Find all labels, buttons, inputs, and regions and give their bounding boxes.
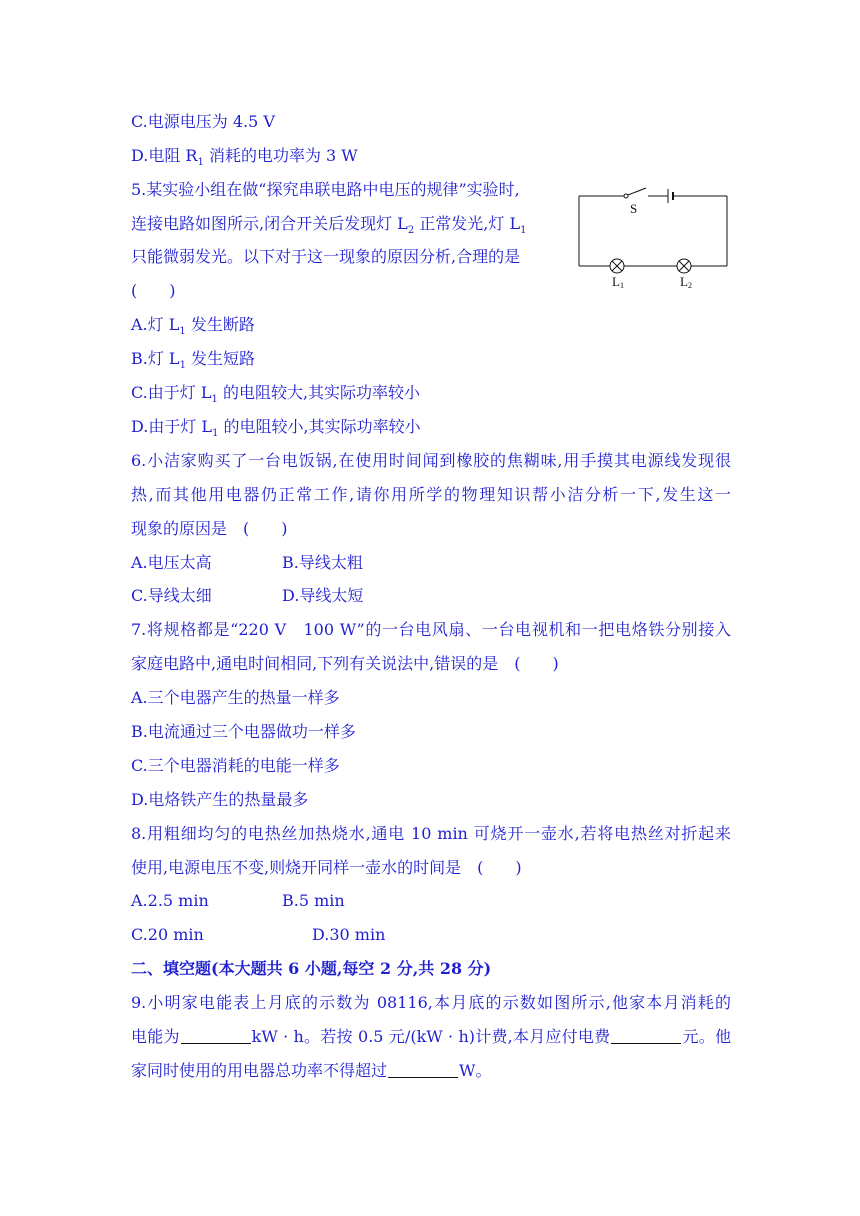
q7-option-b: B.电流通过三个电器做功一样多 (131, 722, 356, 741)
switch-label: S (630, 201, 638, 216)
q9-stem-line2: 电能为 kW · h。若按 0.5 元/(kW · h)计费,本月应付电费 元。他 (131, 1027, 731, 1046)
q8-options-row2 (131, 925, 731, 945)
q9-stem-line3: 家同时使用的用电器总功率不得超过 W。 (131, 1061, 492, 1080)
q5-stem-line3: 只能微弱发光。以下对于这一现象的原因分析,合理的是 (131, 247, 521, 266)
q5-stem-line1: 5.某实验小组在做“探究串联电路中电压的规律”实验时, (131, 180, 520, 199)
q4-option-c: C.电源电压为 4.5 V (131, 112, 275, 131)
q6-option-d: D.导线太短 (282, 586, 364, 605)
q6-option-c: C.导线太细 (131, 586, 212, 605)
q5-option-c: C.由于灯 $L_1$ 的电阻较大,其实际功率较小 (131, 383, 421, 406)
q7-stem-line1: 7.将规格都是“220 V 100 W”的一台电风扇、一台电视机和一把电烙铁分别接入 (131, 620, 731, 639)
lamp-l1-label: L1 (612, 274, 624, 290)
lamp-l2-label: L2 (680, 274, 692, 290)
lamp-l1-icon (610, 259, 624, 273)
q9-blank-2[interactable] (611, 1027, 681, 1044)
q7-option-d: D.电烙铁产生的热量最多 (131, 790, 309, 809)
q8-option-a: A.2.5 min (131, 891, 209, 910)
q7-option-a: A.三个电器产生的热量一样多 (131, 688, 340, 707)
q5-answer-bracket: ( ) (131, 281, 176, 300)
q5-stem-line2: 连接电路如图所示,闭合开关后发现灯 $L_2$ 正常发光,灯 $L_1$ (131, 214, 527, 237)
circuit-diagram (574, 180, 734, 290)
q5-option-b: B.灯 $L_1$ 发生短路 (131, 349, 256, 372)
q9-stem-line1: 9.小明家电能表上月底的示数为 08116,本月底的示数如图所示,他家本月消耗的 (131, 993, 731, 1012)
q6-options-row1 (131, 553, 731, 573)
switch-lever (628, 188, 646, 195)
q6-options-row2 (131, 586, 731, 606)
q5-option-a: A.灯 $L_1$ 发生断路 (131, 315, 255, 338)
q6-option-a: A.电压太高 (131, 553, 212, 572)
section-heading-fill-in: 二、填空题(本大题共 6 小题,每空 2 分,共 28 分) (131, 959, 492, 978)
q8-stem-line1: 8.用粗细均匀的电热丝加热烧水,通电 10 min 可烧开一壶水,若将电热丝对折起来 (131, 824, 731, 843)
q6-stem-line2: 热,而其他用电器仍正常工作,请你用所学的物理知识帮小洁分析一下,发生这一 (131, 485, 731, 504)
q8-option-d: D.30 min (312, 925, 386, 944)
q6-stem-line3: 现象的原因是 ( ) (131, 519, 288, 538)
q8-option-b: B.5 min (282, 891, 345, 910)
q4-option-d: D.电阻 $R_1$ 消耗的电功率为 3 W (131, 146, 358, 169)
q5-option-d: D.由于灯 $L_1$ 的电阻较小,其实际功率较小 (131, 417, 421, 440)
q8-stem-line2: 使用,电源电压不变,则烧开同样一壶水的时间是 ( ) (131, 858, 522, 877)
q7-stem-line2: 家庭电路中,通电时间相同,下列有关说法中,错误的是 ( ) (131, 654, 559, 673)
q6-stem-line1: 6.小洁家购买了一台电饭锅,在使用时间闻到橡胶的焦糊味,用手摸其电源线发现很 (131, 451, 731, 470)
lamp-l2-icon (677, 259, 691, 273)
q8-option-c: C.20 min (131, 925, 204, 944)
q8-options-row1 (131, 891, 731, 911)
q9-blank-1[interactable] (181, 1027, 251, 1044)
q9-blank-3[interactable] (388, 1061, 458, 1078)
q7-option-c: C.三个电器消耗的电能一样多 (131, 756, 340, 775)
q6-option-b: B.导线太粗 (282, 553, 363, 572)
